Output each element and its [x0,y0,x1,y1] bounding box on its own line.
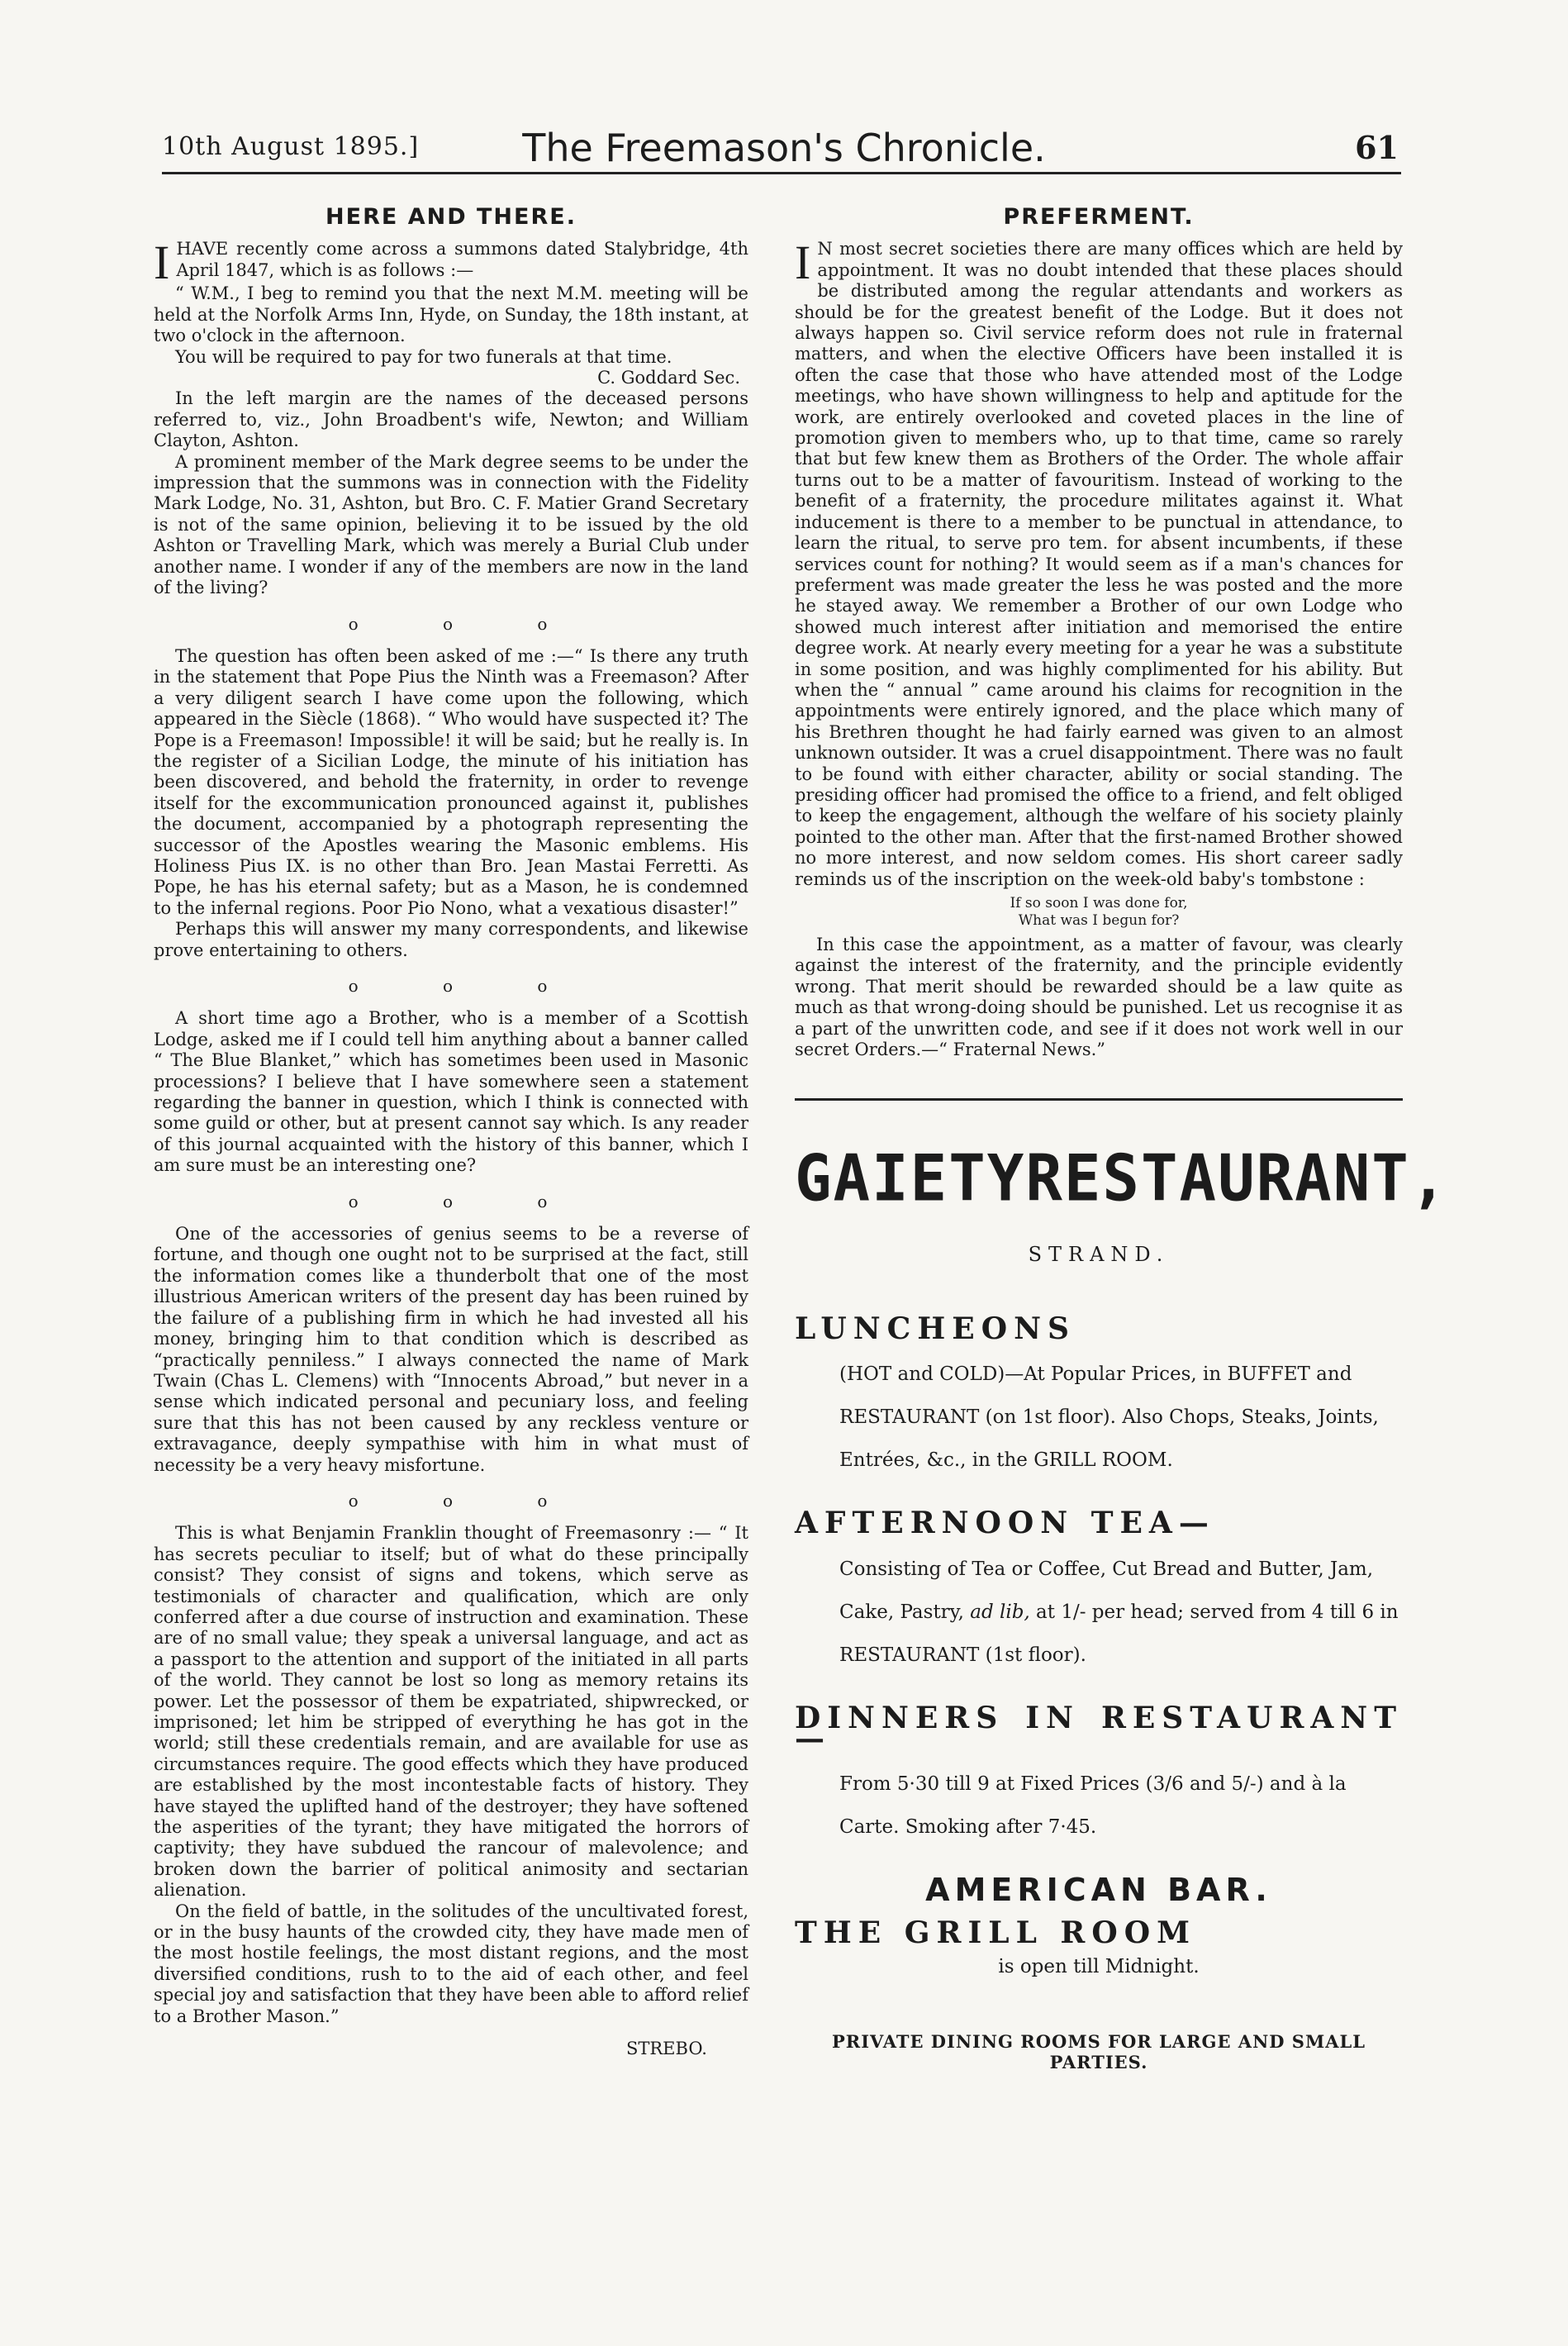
advert-title [795,1141,1449,1216]
section-ornament: o o o [348,613,587,634]
advert-heading: THE GRILL ROOM [795,1915,1196,1950]
article-heading-preferment: PREFERMENT. [1003,204,1195,230]
advert-text: (HOT and COLD)—At Popular Prices, in BUFFET and RESTAURANT (on 1st floor). Also Chops, Steaks, Joints, Entrées, &c., in the GRILL ROOM. [839,1363,1379,1472]
paragraph: “ W.M., I beg to remind you that the next M.M. meeting will be held at the Norfolk Arms Inn, Hyde, on Sunday, the 18th instant, at two o'clock in the afternoon. [154,283,748,346]
paragraph: Perhaps this will answer my many correspondents, and likewise prove entertaining to others. [154,919,748,960]
advert-section-dinners [795,1700,1403,1849]
paragraph: A short time ago a Brother, who is a member of a Scottish Lodge, asked me if I could tell him anything about a banner called “ The Blue Blanket,” which has sometimes been used in Masonic processions? I believe that I have somewhere seen a statement regarding the banner in question, which I think is connected with some guild or other, but at present cannot say which. Is any reader of this journal acquainted with the history of this banner, which I am sure must be an interesting one? [154,1008,748,1176]
signature-line: C. Goddard Sec. [597,368,740,388]
advert-footer: PRIVATE DINING ROOMS FOR LARGE AND SMALL PARTIES. [831,2030,1366,2073]
gaiety-restaurant-advert [795,1141,1449,2073]
paragraph: In the left margin are the names of the deceased persons referred to, viz., John Broadbent's wife, Newton; and William Clayton, Ashton. [154,388,748,451]
advert-section-luncheons [795,1311,1403,1482]
epitaph [795,895,1403,930]
advert-heading: DINNERS IN RESTAURANT— [795,1700,1403,1757]
paragraph: On the field of battle, in the solitudes of the uncultivated forest, or in the busy haunts of the crowded city, they have made men of the most hostile feelings, the most distant regions, and the most diversified conditions, rush to to the aid of each other, and feel special joy and satisfaction that they have been able to afford relief to a Brother Mason.” [154,1901,748,2026]
paragraph: A prominent member of the Mark degree seems to be under the impression that the summons was in connection with the Fidelity Mark Lodge, No. 31, Ashton, but Bro. C. F. Matier Grand Secretary is not of the same opinion, believing it to be issued by the old Ashton or Travelling Mark, which was merely a Burial Club under another name. I wonder if any of the members are now in the land of the living? [154,451,748,598]
right-column [795,204,1449,2073]
advert-section-afternoon-tea [795,1506,1403,1676]
paragraph: The question has often been asked of me :—“ Is there any truth in the statement that Pope Pius the Ninth was a Freemason? After a very diligent search I have come upon the following, which appeared in the Siècle (1868). “ Who would have suspected it? The Pope is a Freemason! Impossible! it will be said; but he really is. In the register of a Sicilian Lodge, the minute of his initiation has been discovered, and behold the fraternity, in order to revenge itself for the excommunication pronounced against it, publishes the document, accompanied by a photograph representing the successor of the Apostles wearing the Masonic emblems. His Holiness Pius IX. is no other than Bro. Jean Mastai Ferretti. As Pope, he has his eternal safety; but as a Mason, he is condemned to the infernal regions. Poor Pio Nono, what a vexatious disaster!” [154,645,748,918]
advert-text-part: at 1/- per head; served from 4 till 6 in RESTAURANT (1st floor). [839,1601,1399,1666]
advert-heading: LUNCHEONS [795,1311,1076,1346]
paragraph [154,236,748,290]
drop-cap: I [154,236,170,290]
epitaph-line: If so soon I was done for, [1010,895,1188,911]
page-number: 61 [1355,129,1399,166]
section-ornament: o o o [348,1191,587,1211]
paragraph-text: N most secret societies there are many offices which are held by appointment. It was no doubt intended that these places should be distributed among the regular attendants and workers as should be for the greatest benefit of the Lodge. But it does not always happen so. Civil service reform does not rule in fraternal matters, and when the elective Officers have been installed it is often the case that those who have attended most of the Lodge meetings, who have shown willingness to help and aptitude for the work, are entirely overlooked and coveted places in the line of promotion given to members who, up to that time, came so rarely that but few knew them as Brothers of the Order. The whole affair turns out to be a matter of favouritism. Instead of working to the benefit of a fraternity, the procedure militates against it. What inducement is there to a member to be punctual in attendance, to learn the ritual, to serve pro tem. for absent incumbents, if these services count for nothing? It would seem as if a man's chances for preferment was made greater the less he was posted and the more he stayed away. We remember a Brother of our own Lodge who showed much interest after initiation and memorised the entire degree work. At nearly every meeting for a year he was a substitute in some position, and was highly complimented for his ability. But when the “ annual ” came around his claims for recognition in the appointments were entirely ignored, and the place which many of his Brethren thought he had fairly earned was given to an almost unknown outsider. It was a cruel disappointment. There was no fault to be found with either character, ability or social standing. The presiding officer had promised the office to a friend, and felt obliged to keep the engagement, although the welfare of his society plainly pointed to the other man. After that the first-named Brother showed no more interest, and now seldom comes. His short career sadly reminds us of the inscription on the week-old baby's tombstone : [795,239,1403,889]
page-header [0,126,1568,182]
paragraph: This is what Benjamin Franklin thought of Freemasonry :— “ It has secrets peculiar to itself; but of what do these principally consist? They consist of signs and tokens, which serve as testimonials of character and qualification, which are only conferred after a due course of instruction and examination. These are of no small value; they speak a universal language, and act as a passport to the attention and support of the initiated in all parts of the world. They cannot be lost so long as memory retains its power. Let the possessor of them be expatriated, shipwrecked, or imprisoned; let him be stripped of everything he has got in the world; still these credentials remain, and are available for use as circumstances require. The good effects which they have produced are established by the most incontestable facts of history. They have stayed the uplifted hand of the destroyer; they have softened the asperities of the tyrant; they have mitigated the horrors of captivity; they have subdued the rancour of malevolence; and broken down the barrier of political animosity and sectarian alienation. [154,1523,748,1901]
advert-title-word: RESTAURANT, [1025,1141,1449,1216]
epitaph-line: What was I begun for? [1018,912,1180,929]
paragraph [795,236,1403,890]
advert-title-word: GAIETY [795,1141,1026,1216]
paragraph: One of the accessories of genius seems to be a reverse of fortune, and though one ought not to be surprised at the fact, still the information comes like a thunderbolt that one of the most illustrious American writers of the present day has been ruined by the failure of a publishing firm in which he had invested all his money, bringing him to that condition which is described as “practically penniless.” I always connected the name of Mark Twain (Chas L. Clemens) with “Innocents Abroad,” but never in a sense which indicated personal and pecuniary loss, and feeling sure that this has not been caused by any reckless venture or extravagance, deeply sympathise with him in what must of necessity be a very heavy misfortune. [154,1224,748,1475]
advert-heading: AFTERNOON TEA— [795,1506,1215,1541]
section-ornament: o o o [348,1490,587,1511]
paragraph: In this case the appointment, as a matter of favour, was clearly against the interest of the fraternity, and the principle evidently wrong. That merit should be rewarded should be a law quite as much as that wrong-doing should be punished. Let us recognise it as a part of the unwritten code, and see if it does not work well in our secret Orders.—“ Fraternal News.” [795,935,1403,1060]
advert-text-italic: ad lib, [970,1601,1030,1623]
advert-american-bar: AMERICAN BAR. [925,1872,1272,1909]
paragraph: You will be required to pay for two funerals at that time. [175,346,672,367]
header-rule [162,172,1401,174]
advert-text: is open till Midnight. [998,1956,1200,1978]
issue-date: 10th August 1895.] [162,132,420,161]
left-column [154,204,748,2060]
advert-location: STRAND. [1028,1243,1170,1267]
author-signoff: STREBO. [625,2039,707,2059]
article-heading-here-and-there: HERE AND THERE. [325,204,577,230]
advert-section-grill-room [795,1915,1403,1978]
section-rule [795,1098,1403,1101]
section-ornament: o o o [348,976,587,996]
advert-text [795,1548,1403,1677]
paragraph-text: HAVE recently come across a summons dated Stalybridge, 4th April 1847, which is as follows :— [176,239,748,280]
drop-cap: I [795,236,811,290]
masthead-title: The Freemason's Chronicle. [522,126,1046,170]
advert-text-part: Consisting of Tea or Coffee, Cut Bread and Butter, Jam, Cake, Pastry, [839,1558,1374,1623]
advert-text: From 5·30 till 9 at Fixed Prices (3/6 and 5/-) and à la Carte. Smoking after 7·45. [839,1773,1347,1839]
